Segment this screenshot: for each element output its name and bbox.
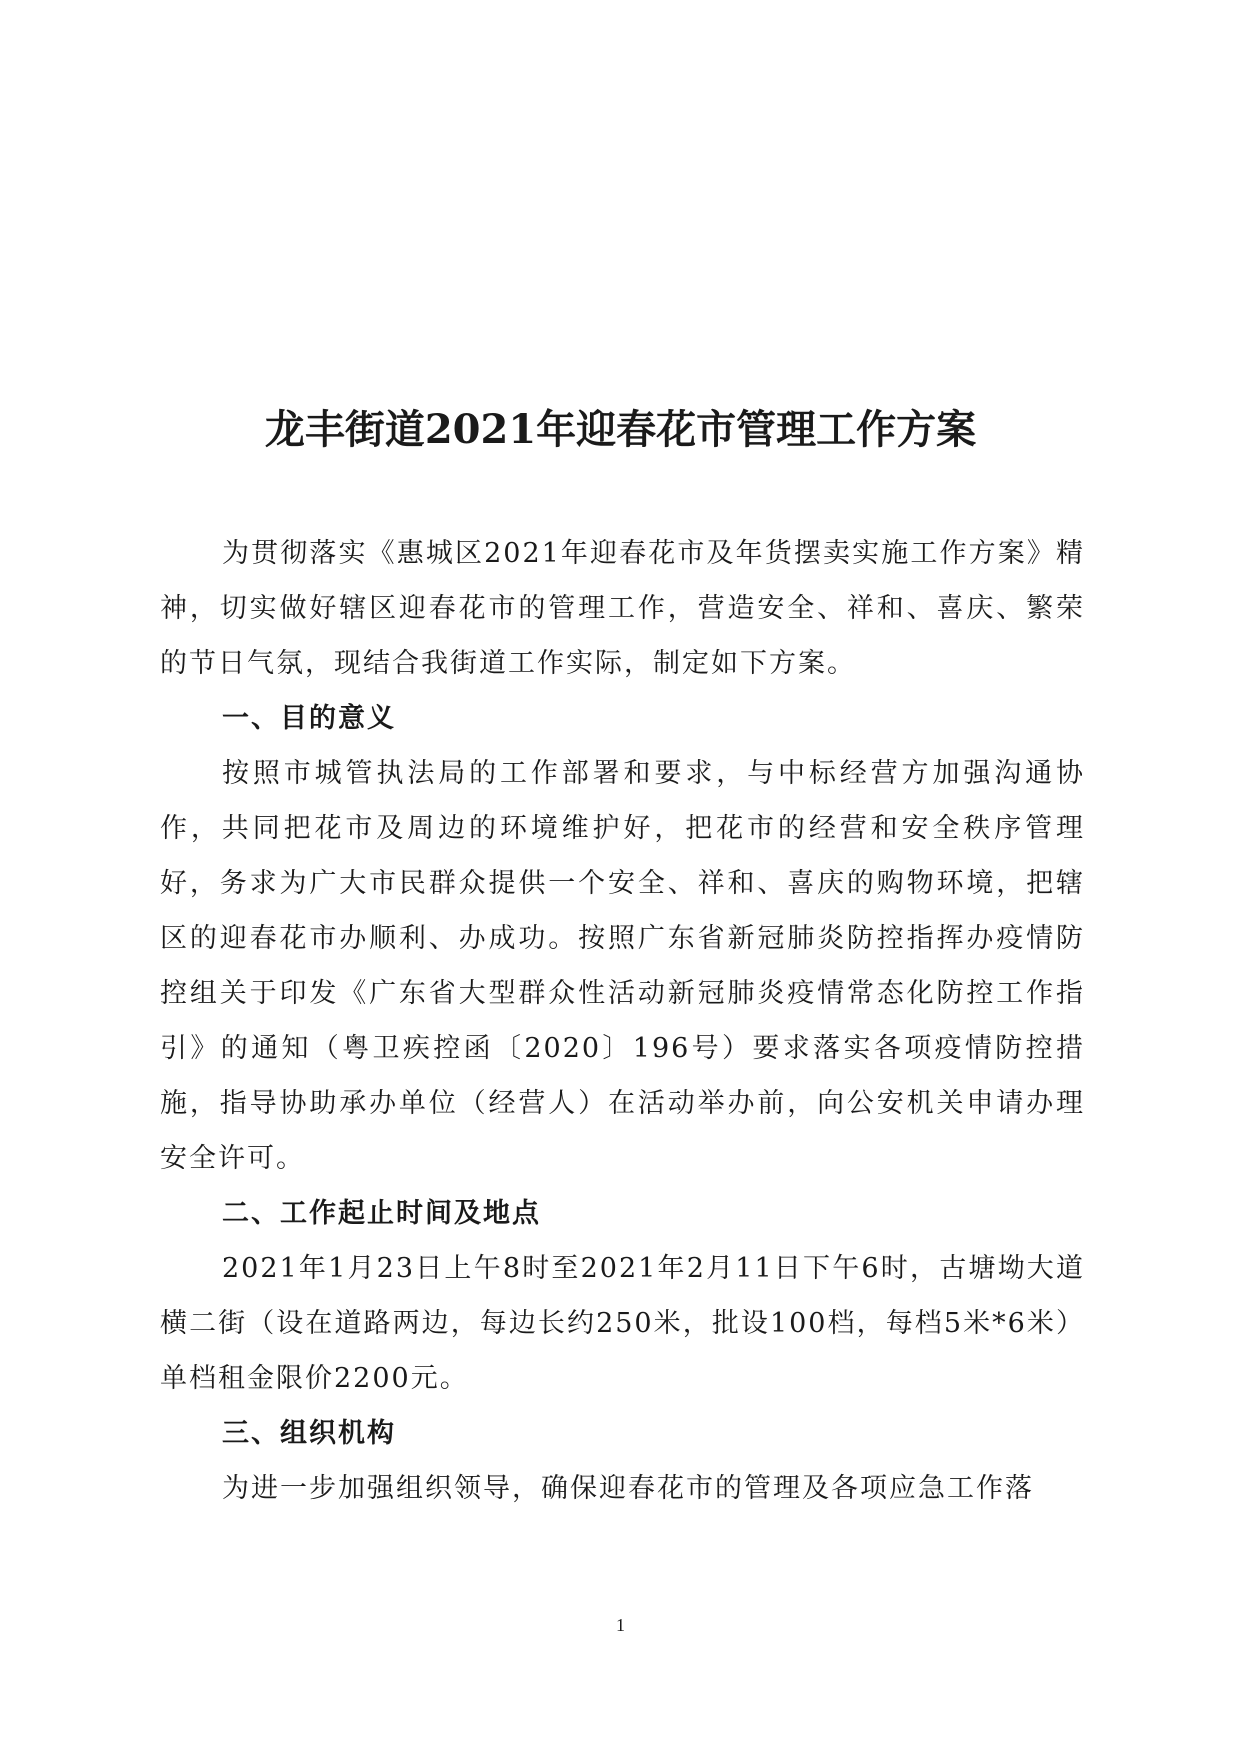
purpose-paragraph: 按照市城管执法局的工作部署和要求，与中标经营方加强沟通协作，共同把花市及周边的环境维护好，把花市的经营和安全秩序管理好，务求为广大市民群众提供一个安全、祥和、喜庆的购物环境，把辖区的迎春花市办顺利、办成功。按照广东省新冠肺炎防控指挥办疫情防控组关于印发《广东省大型群众性活动新冠肺炎疫情常态化防控工作指引》的通知（粤卫疾控函〔2020〕196号）要求落实各项疫情防控措施，指导协助承办单位（经营人）在活动举办前，向公安机关申请办理安全许可。 bbox=[160, 758, 1085, 1174]
time-location-paragraph: 2021年1月23日上午8时至2021年2月11日下午6时，古塘坳大道横二街（设在道路两边，每边长约250米，批设100档，每档5米*6米）单档租金限价2200元。 bbox=[160, 1253, 1085, 1394]
document-title: 龙丰街道2021年迎春花市管理工作方案 bbox=[264, 406, 977, 453]
section-heading-purpose: 一、目的意义 bbox=[222, 703, 396, 734]
organization-paragraph: 为进一步加强组织领导，确保迎春花市的管理及各项应急工作落 bbox=[222, 1473, 1034, 1504]
page-number: 1 bbox=[616, 1615, 625, 1635]
section-heading-organization: 三、组织机构 bbox=[222, 1418, 396, 1449]
intro-paragraph: 为贯彻落实《惠城区2021年迎春花市及年货摆卖实施工作方案》精神，切实做好辖区迎春花市的管理工作，营造安全、祥和、喜庆、繁荣的节日气氛，现结合我街道工作实际，制定如下方案。 bbox=[160, 538, 1085, 679]
document-body bbox=[160, 526, 1085, 1516]
section-heading-time-location: 二、工作起止时间及地点 bbox=[222, 1198, 541, 1229]
